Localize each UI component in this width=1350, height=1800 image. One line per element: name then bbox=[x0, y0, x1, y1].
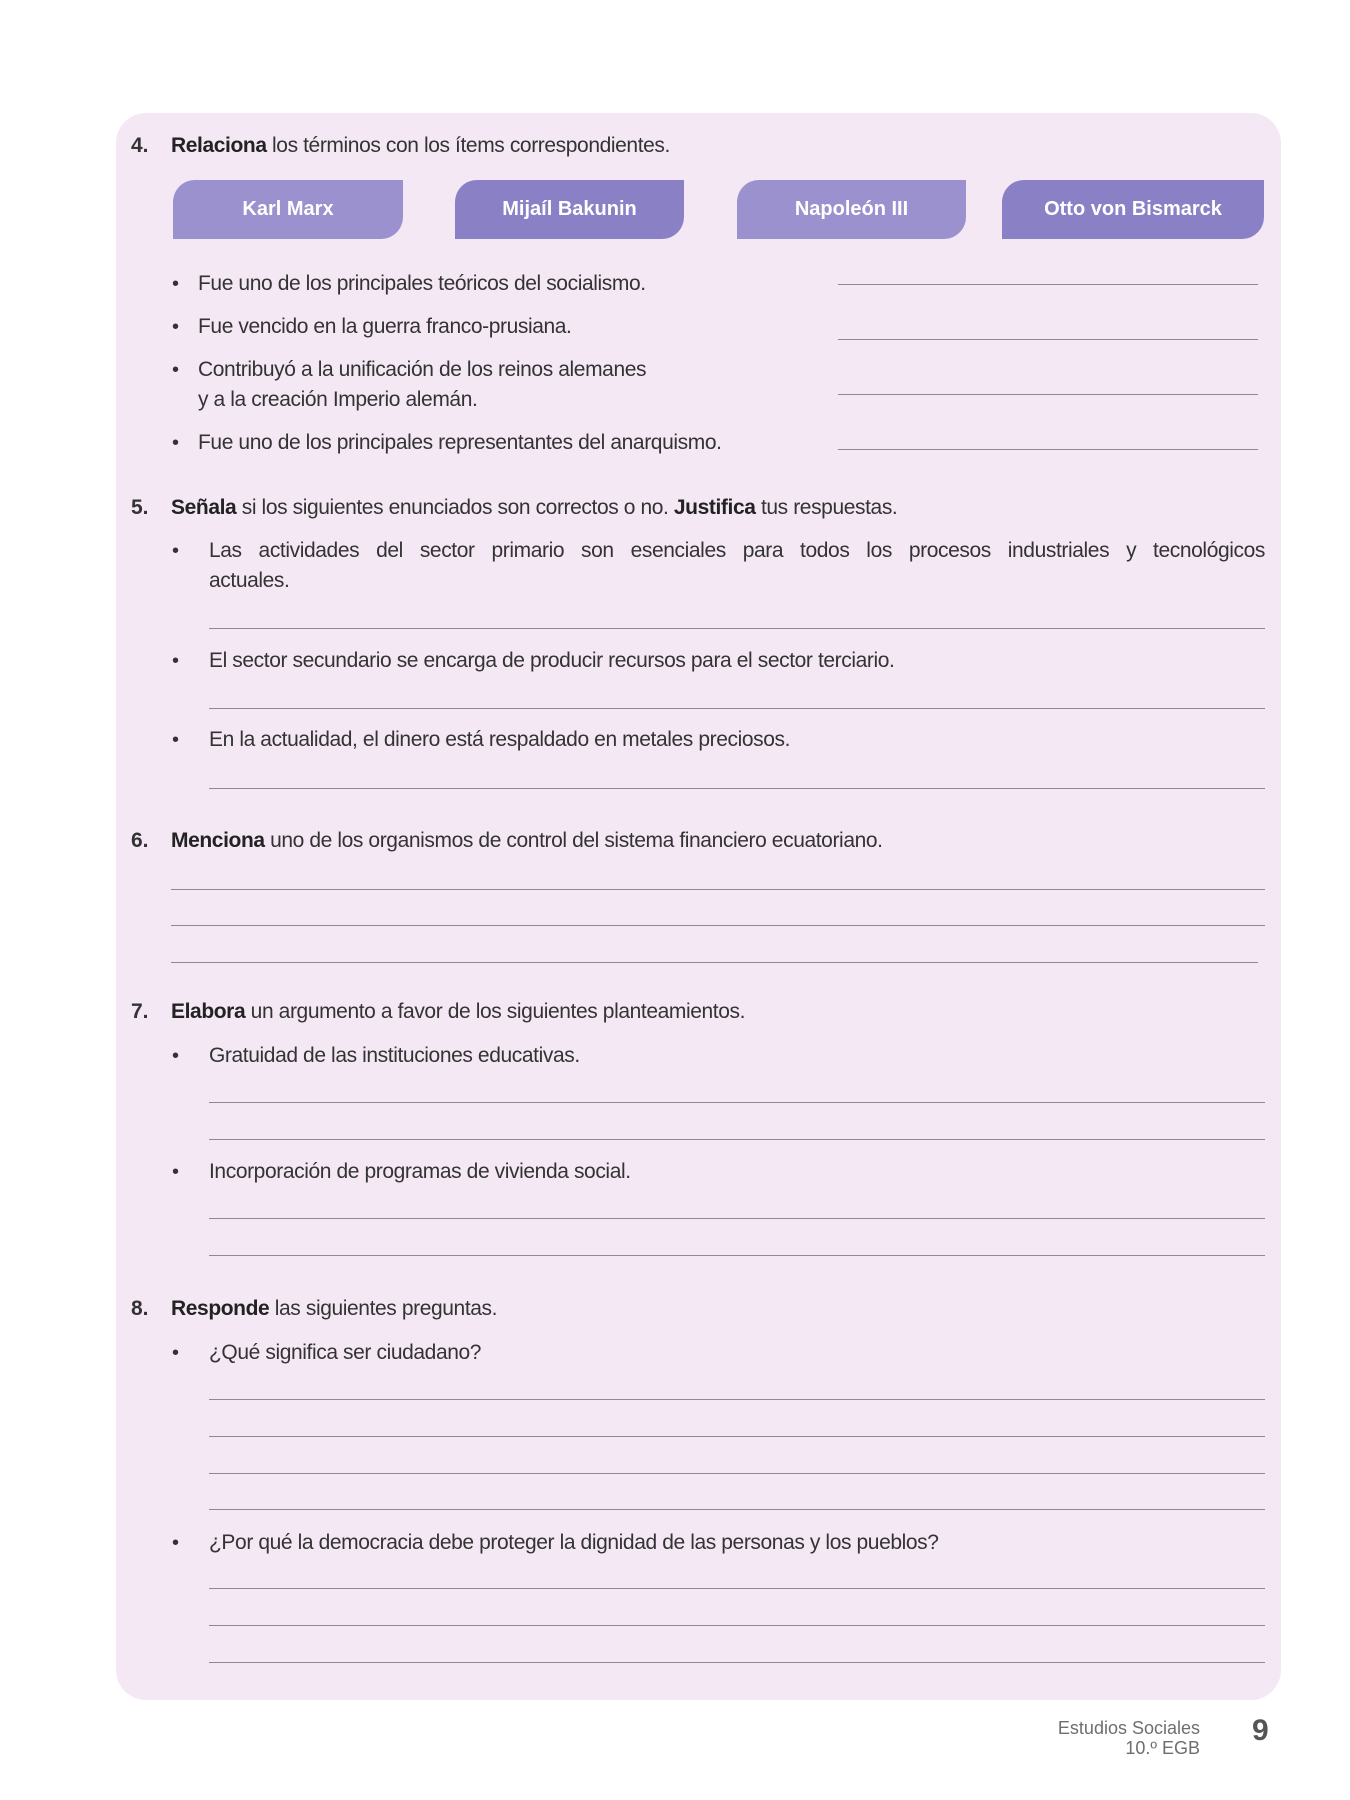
q8-prompt: Responde las siguientes preguntas. bbox=[171, 1297, 498, 1320]
answer-line[interactable] bbox=[171, 925, 1265, 926]
footer-subject: Estudios Sociales bbox=[1057, 1718, 1200, 1738]
bullet: • bbox=[172, 1342, 180, 1364]
answer-line[interactable] bbox=[209, 1218, 1265, 1219]
answer-line[interactable] bbox=[209, 1399, 1265, 1400]
footer-grade: 10.º EGB bbox=[1125, 1738, 1200, 1758]
answer-line[interactable] bbox=[209, 1102, 1265, 1103]
bullet: • bbox=[172, 1532, 180, 1554]
q8-number: 8. bbox=[131, 1297, 149, 1320]
bullet: • bbox=[172, 1045, 180, 1067]
answer-line[interactable] bbox=[209, 628, 1265, 629]
answer-line[interactable] bbox=[209, 1255, 1265, 1256]
q4-item: Fue vencido en la guerra franco-prusiana. bbox=[198, 315, 572, 338]
q7-prompt: Elabora un argumento a favor de los siguientes planteamientos. bbox=[171, 1000, 746, 1023]
answer-line[interactable] bbox=[209, 708, 1265, 709]
bullet: • bbox=[172, 273, 180, 295]
answer-line[interactable] bbox=[838, 394, 1258, 395]
page-number: 9 bbox=[1252, 1714, 1269, 1747]
answer-line[interactable] bbox=[209, 1625, 1265, 1626]
bullet: • bbox=[172, 729, 180, 751]
bullet: • bbox=[172, 650, 180, 672]
q4-prompt: Relaciona los términos con los ítems correspondientes. bbox=[171, 134, 670, 157]
bullet: • bbox=[172, 1161, 180, 1183]
bullet: • bbox=[172, 540, 180, 562]
q8-item: ¿Qué significa ser ciudadano? bbox=[209, 1341, 482, 1364]
q5-item-cont: actuales. bbox=[209, 569, 290, 592]
q7-item: Incorporación de programas de vivienda social. bbox=[209, 1160, 631, 1183]
bullet: • bbox=[172, 432, 180, 454]
answer-line[interactable] bbox=[838, 284, 1258, 285]
answer-line[interactable] bbox=[209, 1473, 1265, 1474]
answer-line[interactable] bbox=[838, 339, 1258, 340]
q6-number: 6. bbox=[131, 829, 149, 852]
q5-number: 5. bbox=[131, 496, 149, 519]
term-karl-marx[interactable]: Karl Marx bbox=[173, 180, 403, 239]
q4-item: Fue uno de los principales representantes del anarquismo. bbox=[198, 431, 722, 454]
answer-line[interactable] bbox=[209, 1662, 1265, 1663]
q5-prompt: Señala si los siguientes enunciados son correctos o no. Justifica tus respuestas. bbox=[171, 496, 898, 519]
q5-item: En la actualidad, el dinero está respaldado en metales preciosos. bbox=[209, 728, 791, 751]
answer-line[interactable] bbox=[209, 1139, 1265, 1140]
answer-line[interactable] bbox=[209, 1588, 1265, 1589]
q5-item: El sector secundario se encarga de producir recursos para el sector terciario. bbox=[209, 649, 895, 672]
answer-line[interactable] bbox=[171, 962, 1258, 963]
q7-number: 7. bbox=[131, 1000, 149, 1023]
answer-line[interactable] bbox=[209, 788, 1265, 789]
q4-item-cont: y a la creación Imperio alemán. bbox=[198, 388, 478, 411]
q6-prompt: Menciona uno de los organismos de control del sistema financiero ecuatoriano. bbox=[171, 829, 883, 852]
q4-item: Fue uno de los principales teóricos del socialismo. bbox=[198, 272, 646, 295]
activity-panel bbox=[116, 113, 1281, 1700]
bullet: • bbox=[172, 316, 180, 338]
answer-line[interactable] bbox=[209, 1436, 1265, 1437]
answer-line[interactable] bbox=[171, 889, 1265, 890]
term-mijail-bakunin[interactable]: Mijaíl Bakunin bbox=[455, 180, 684, 239]
answer-line[interactable] bbox=[838, 449, 1258, 450]
q4-number: 4. bbox=[131, 134, 149, 157]
bullet: • bbox=[172, 359, 180, 381]
q8-item: ¿Por qué la democracia debe proteger la dignidad de las personas y los pueblos? bbox=[209, 1531, 939, 1554]
term-napoleon-iii[interactable]: Napoleón III bbox=[737, 180, 966, 239]
term-otto-von-bismarck[interactable]: Otto von Bismarck bbox=[1002, 180, 1264, 239]
answer-line[interactable] bbox=[209, 1509, 1265, 1510]
q5-item: Las actividades del sector primario son esenciales para todos los procesos industriales y tecnológicos bbox=[209, 539, 1265, 562]
q4-item: Contribuyó a la unificación de los reinos alemanes bbox=[198, 358, 647, 381]
q7-item: Gratuidad de las instituciones educativas. bbox=[209, 1044, 580, 1067]
